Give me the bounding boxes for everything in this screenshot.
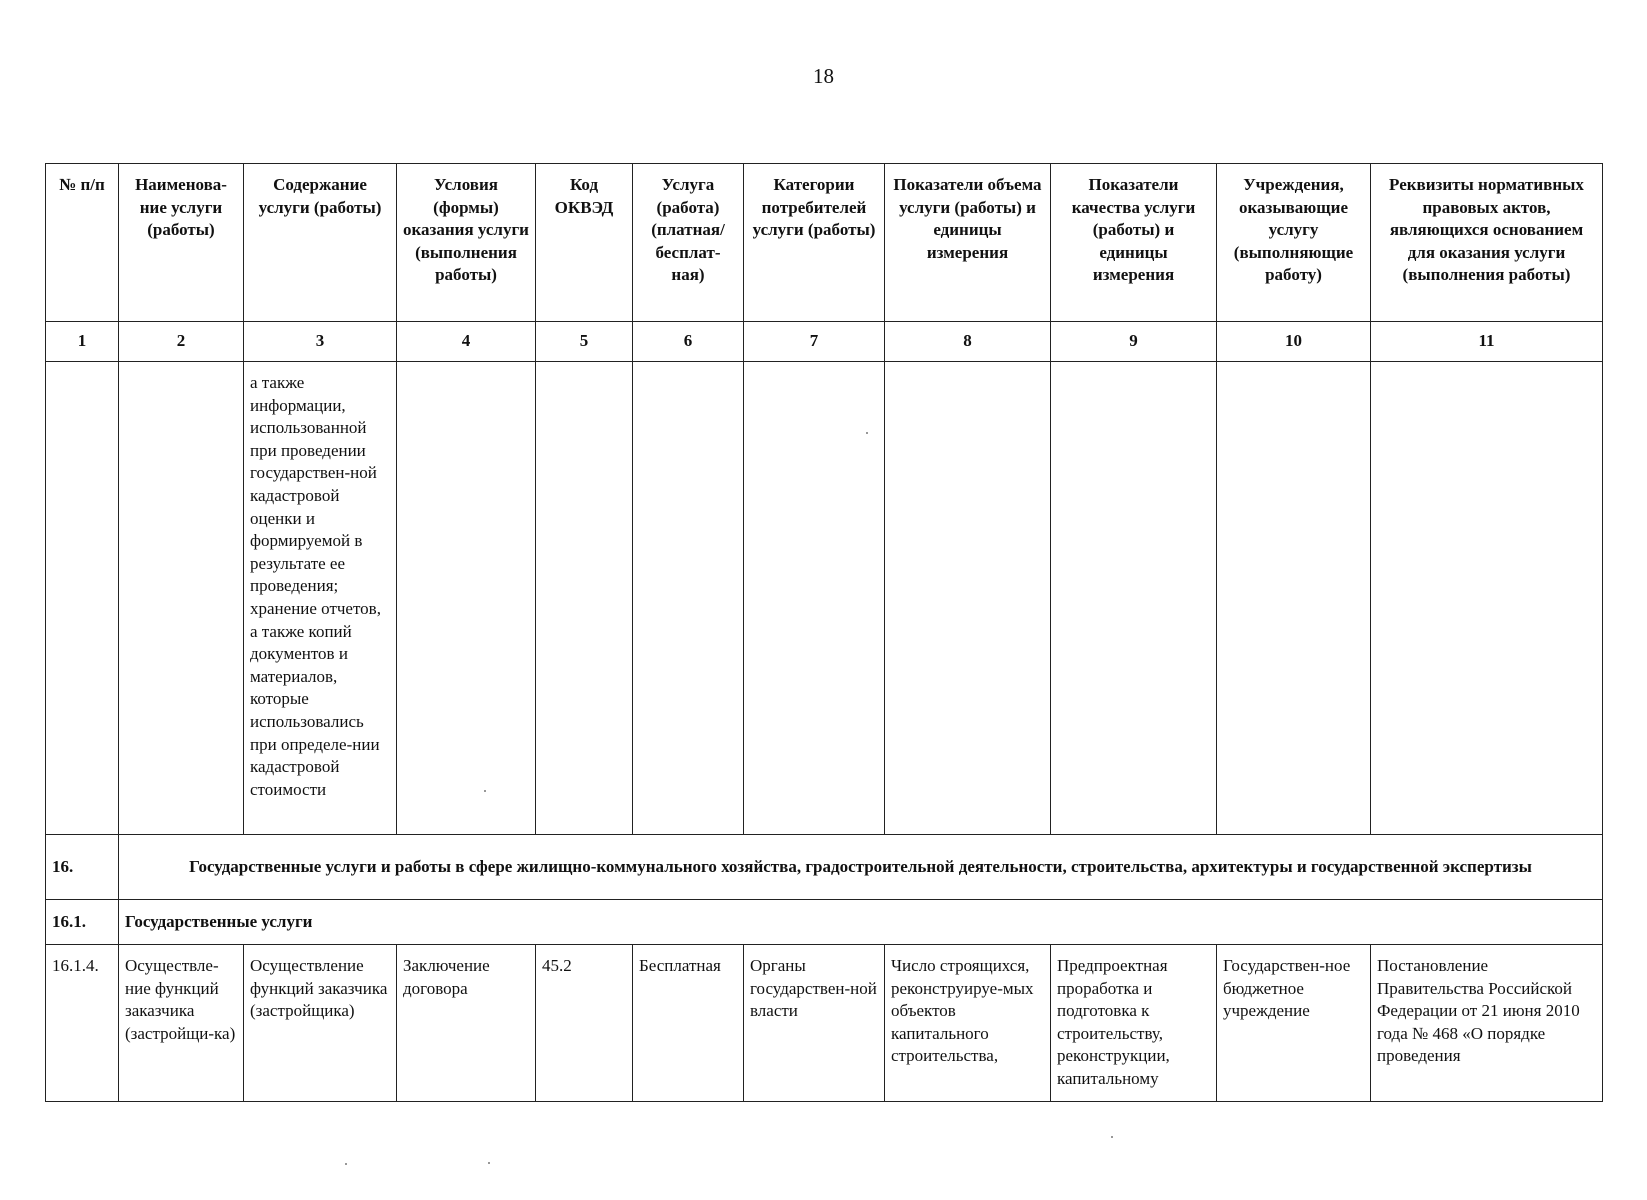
column-number-row xyxy=(46,322,1603,362)
services-table xyxy=(45,163,1603,1102)
scan-speck xyxy=(1111,1136,1113,1138)
continuation-row xyxy=(46,362,1603,835)
column-number: 4 xyxy=(397,322,536,362)
header-cell: Категории потребителей услуги (работы) xyxy=(744,164,885,322)
header-cell: Наименова-ние услуги (работы) xyxy=(119,164,244,322)
header-cell: Услуга (работа) (платная/ бесплат-ная) xyxy=(633,164,744,322)
column-number: 10 xyxy=(1217,322,1371,362)
service-name: Осуществле-ние функций заказчика (застройщи-ка) xyxy=(119,945,244,1102)
consumer-categories: Органы государствен-ной власти xyxy=(744,945,885,1102)
header-cell: Код ОКВЭД xyxy=(536,164,633,322)
header-cell: Показатели объема услуги (работы) и единицы измерения xyxy=(885,164,1051,322)
column-number: 6 xyxy=(633,322,744,362)
subsection-number: 16.1. xyxy=(46,900,119,945)
section-number: 16. xyxy=(46,835,119,900)
continuation-text: а также информации, использованной при проведении государствен-ной кадастровой оценки и формируемой в результате ее проведения; хранение отчетов, а также копий документов и материалов, которые использовались при определе-нии кадастровой стоимости xyxy=(250,373,381,799)
scan-speck xyxy=(866,432,868,434)
institution: Государствен-ное бюджетное учреждение xyxy=(1217,945,1371,1102)
column-number: 3 xyxy=(244,322,397,362)
header-row xyxy=(46,164,1603,322)
column-number: 9 xyxy=(1051,322,1217,362)
quality-indicators: Предпроектная проработка и подготовка к строительству, реконструкции, капитальному xyxy=(1051,945,1217,1102)
volume-indicators: Число строящихся, реконструируе-мых объектов капитального строительства, xyxy=(885,945,1051,1102)
scan-speck xyxy=(488,1162,490,1164)
service-content: Осуществление функций заказчика (застройщика) xyxy=(244,945,397,1102)
header-cell: № п/п xyxy=(46,164,119,322)
page-number: 18 xyxy=(813,64,834,88)
column-number: 2 xyxy=(119,322,244,362)
paid-status: Бесплатная xyxy=(633,945,744,1102)
column-number: 5 xyxy=(536,322,633,362)
column-number: 1 xyxy=(46,322,119,362)
section-title: Государственные услуги и работы в сфере жилищно-коммунального хозяйства, градостроительной деятельности, строительства, архитектуры и государственной экспертизы xyxy=(119,835,1603,900)
header-cell: Условия (формы) оказания услуги (выполнения работы) xyxy=(397,164,536,322)
header-cell: Показатели качества услуги (работы) и единицы измерения xyxy=(1051,164,1217,322)
subsection-row xyxy=(46,900,1603,945)
section-row xyxy=(46,835,1603,900)
subsection-title: Государственные услуги xyxy=(119,900,1603,945)
header-cell: Реквизиты нормативных правовых актов, являющихся основанием для оказания услуги (выполнения работы) xyxy=(1371,164,1603,322)
legal-acts: Постановление Правительства Российской Федерации от 21 июня 2010 года № 468 «О порядке проведения xyxy=(1371,945,1603,1102)
table-row xyxy=(46,945,1603,1102)
okved-code: 45.2 xyxy=(536,945,633,1102)
header-cell: Учреждения, оказывающие услугу (выполняющие работу) xyxy=(1217,164,1371,322)
row-number: 16.1.4. xyxy=(46,945,119,1102)
column-number: 8 xyxy=(885,322,1051,362)
scan-speck xyxy=(345,1163,347,1165)
column-number: 7 xyxy=(744,322,885,362)
header-cell: Содержание услуги (работы) xyxy=(244,164,397,322)
service-conditions: Заключение договора xyxy=(397,945,536,1102)
scan-speck xyxy=(484,790,486,792)
continuation-content-cell xyxy=(244,362,397,835)
column-number: 11 xyxy=(1371,322,1603,362)
